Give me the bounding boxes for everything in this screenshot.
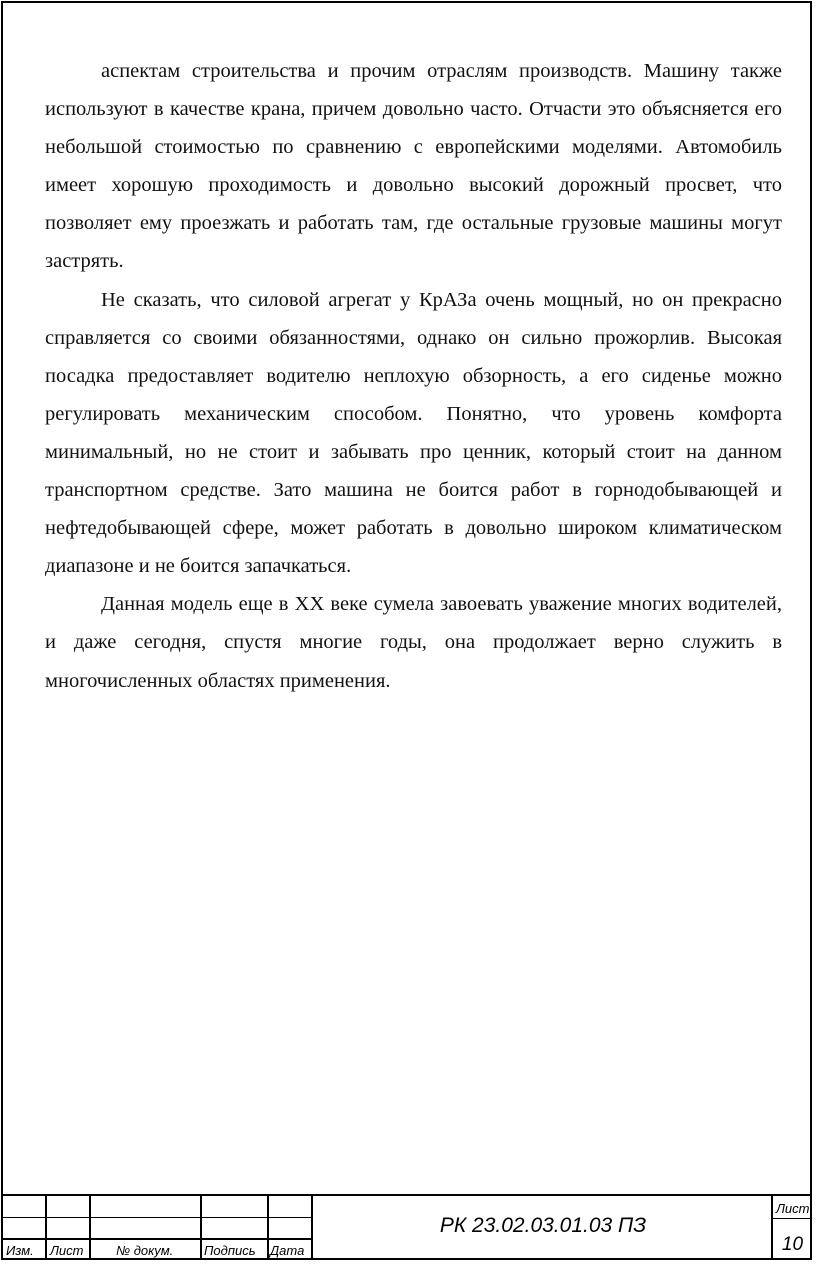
stamp-divider <box>45 1196 47 1260</box>
stamp-sheet-line <box>771 1218 812 1219</box>
stamp-label-izm: Изм. <box>6 1243 34 1258</box>
stamp-row-line <box>1 1238 311 1240</box>
stamp-divider <box>89 1196 91 1260</box>
stamp-divider <box>267 1196 269 1260</box>
stamp-row-line <box>1 1217 311 1218</box>
title-block <box>1 1194 812 1260</box>
stamp-label-doc: № докум. <box>116 1243 174 1258</box>
stamp-label-date: Дата <box>270 1243 305 1258</box>
stamp-label-list: Лист <box>50 1243 84 1258</box>
paragraph-3: Данная модель еще в XX веке сумела завоевать уважение многих водителей, и даже сегодня, спустя многие годы, она продолжает верно служить в многочисленных областях применения. <box>45 593 782 692</box>
document-code: РК 23.02.03.01.03 ПЗ <box>439 1214 647 1237</box>
paragraph-1: аспектам строительства и прочим отраслям производств. Машину также используют в качестве крана, причем довольно часто. Отчасти это объясняется его небольшой стоимостью по сравнению с европейскими моделями. Автомобиль имеет хорошую проходимость и довольно высокий дорожный просвет, что позволяет ему проезжать и работать там, где остальные грузовые машины могут застрять. <box>45 60 782 273</box>
paragraph-2: Не сказать, что силовой агрегат у КрАЗа очень мощный, но он прекрасно справляется со своими обязанностями, однако он сильно прожорлив. Высокая посадка предоставляет водителю неплохую обзорность, а его сиденье можно регулировать механическим способом. Понятно, что уровень комфорта минимальный, но не стоит и забывать про ценник, который стоит на данном транспортном средстве. Зато машина не боится работ в горнодобывающей и нефтедобывающей сфере, может работать в довольно широком климатическом диапазоне и не боится запачкаться. <box>45 288 782 578</box>
stamp-divider <box>200 1196 202 1260</box>
document-body <box>45 52 782 700</box>
sheet-label: Лист <box>776 1201 810 1216</box>
sheet-number: 10 <box>781 1234 804 1255</box>
stamp-label-sign: Подпись <box>204 1243 256 1258</box>
